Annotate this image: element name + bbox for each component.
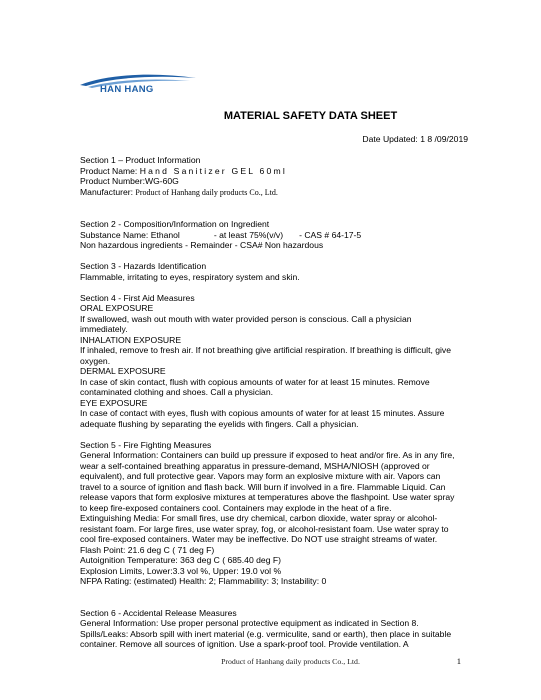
page-number: 1 (456, 656, 461, 666)
section-heading: Section 4 - First Aid Measures (80, 292, 195, 303)
substance-cas: - CAS # 64-17-5 (299, 229, 362, 240)
section-5 (80, 440, 460, 587)
substance-percentage: - at least 75%(v/v) (213, 229, 284, 240)
flash-point: Flash Point: 21.6 deg C ( 71 deg F) (80, 544, 215, 555)
manufacturer-label: Manufacturer: (80, 186, 136, 197)
section-6 (80, 608, 460, 650)
substance-name: Substance Name: Ethanol (80, 229, 180, 240)
non-hazardous-ingredients: Non hazardous ingredients - Remainder - CSA# Non hazardous (80, 240, 324, 250)
extinguishing-media: Extinguishing Media: For small fires, use dry chemical, carbon dioxide, water spray or alcohol-resistant foam. For large fires, use water spray, fog, or alcohol-resistant foam. Use water spray to cool fire-exposed containers. Water may be ineffective. Do NOT use straight streams of water. (80, 513, 449, 544)
section-heading: Section 3 - Hazards Identification (80, 261, 207, 271)
product-number: Product Number:WG-60G (80, 176, 179, 186)
autoignition-temperature: Autoignition Temperature: 363 deg C ( 685.40 deg F) (80, 555, 281, 565)
spills-leaks: Spills/Leaks: Absorb spill with inert material (e.g. vermiculite, sand or earth), then place in suitable container. Remove all sources of ignition. Use a spark-proof tool. Provide ventilation. A (80, 628, 452, 649)
product-name-label: Product Name: (80, 165, 140, 176)
eye-exposure-text: In case of contact with eyes, flush with copious amounts of water for at least 15 minutes. Assure adequate flushing by separating the eyelids with fingers. Call a physician. (80, 408, 445, 429)
section-1 (80, 155, 460, 198)
dermal-exposure-heading: DERMAL EXPOSURE (80, 366, 166, 376)
company-logo (78, 72, 198, 100)
section-heading: Section 1 – Product Information (80, 155, 201, 165)
explosion-limits: Explosion Limits, Lower:3.3 vol %, Upper: 19.0 vol % (80, 565, 282, 576)
logo-text: HAN HANG (100, 84, 154, 95)
document-title: MATERIAL SAFETY DATA SHEET (223, 110, 398, 122)
fire-general-information: General Information: Containers can build up pressure if exposed to heat and/or fire. As in any fire, wear a self-contained breathing apparatus in pressure-demand, MSHA/NIOSH (approved or equivalent), and full protective gear. Vapors may form an explosive mixture with air. Vapors can travel to a source of ignition and flash back. Will burn if involved in a fire. Flammable Liquid. Can release vapors that form explosive mixtures at temperatures above the flashpoint. Use water spray to keep fire-exposed containers cool. Containers may explode in the heat of a fire. (80, 450, 455, 513)
inhalation-exposure-text: If inhaled, remove to fresh air. If not breathing give artificial respiration. If breathing is difficult, give oxygen. (80, 345, 451, 366)
date-updated: Date Updated: 1 8 /09/2019 (362, 134, 468, 144)
section-heading: Section 2 - Composition/Information on Ingredient (80, 219, 270, 229)
product-name-value: Hand Sanitizer GEL 60ml (139, 165, 287, 176)
dermal-exposure-text: In case of skin contact, flush with copious amounts of water for at least 15 minutes. Remove contaminated clothing and shoes. Call a physician. (80, 376, 430, 397)
section-heading: Section 5 - Fire Fighting Measures (80, 439, 212, 450)
substance-line (80, 230, 460, 241)
section-heading: Section 6 - Accidental Release Measures (80, 607, 237, 618)
release-general-information: General Information: Use proper personal protective equipment as indicated in Section 8. (80, 618, 419, 628)
document-body (80, 155, 460, 650)
section-3 (80, 261, 460, 282)
oral-exposure-text: If swallowed, wash out mouth with water provided person is conscious. Call a physician immediately. (80, 313, 412, 334)
hazards-text: Flammable, irritating to eyes, respiratory system and skin. (80, 271, 300, 282)
nfpa-rating: NFPA Rating: (estimated) Health: 2; Flammability: 3; Instability: 0 (80, 576, 327, 586)
oral-exposure-heading: ORAL EXPOSURE (80, 303, 154, 313)
eye-exposure-heading: EYE EXPOSURE (80, 397, 148, 408)
inhalation-exposure-heading: INHALATION EXPOSURE (80, 334, 182, 345)
manufacturer-line (80, 187, 460, 199)
section-2 (80, 219, 460, 251)
section-4 (80, 293, 460, 430)
page-footer: Product of Hanhang daily products Co., Ltd. (221, 657, 360, 666)
manufacturer-value: Product of Hanhang daily products Co., Ltd. (135, 187, 278, 197)
product-name-line (80, 166, 460, 177)
